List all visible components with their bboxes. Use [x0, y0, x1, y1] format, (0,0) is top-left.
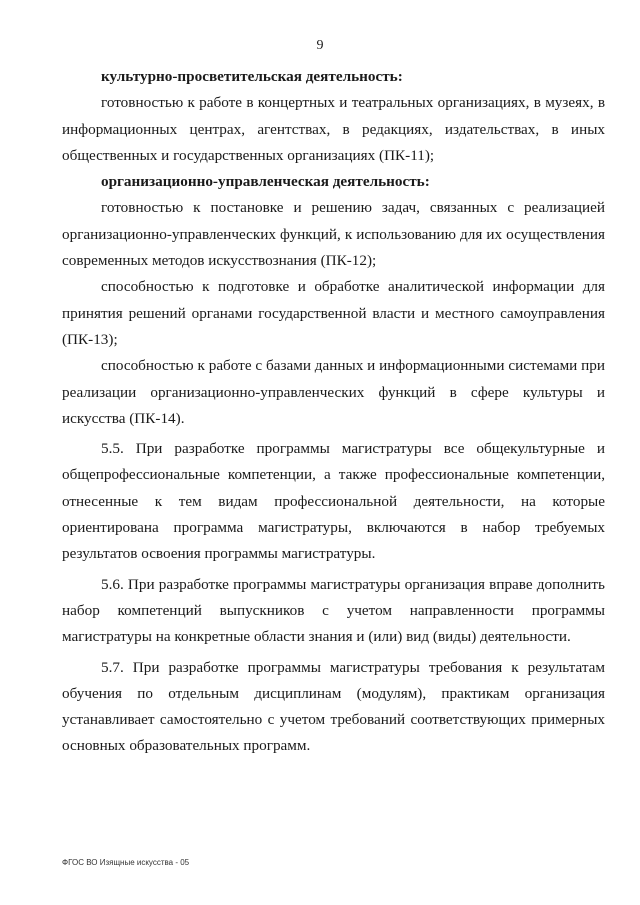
- section-heading-cultural: культурно-просветительская деятельность:: [101, 68, 403, 85]
- paragraph-pk-13: способностью к подготовке и обработке аналитической информации для принятия решений органами государственной власти и местного самоуправления (ПК-13);: [62, 278, 605, 348]
- paragraph-5-5: 5.5. При разработке программы магистратуры все общекультурные и общепрофессиональные компетенции, а также профессиональные компетенции, отнесенные к тем видам профессиональной деятельности, на которые ориентирована программа магистратуры, включаются в набор требуемых результатов освоения программы магистратуры.: [62, 440, 605, 563]
- paragraph-pk-12: готовностью к постановке и решению задач, связанных с реализацией организационно-управленческих функций, к использованию для их осуществления современных методов искусствознания (ПК-12);: [62, 199, 605, 270]
- page-number: 9: [316, 38, 324, 53]
- paragraph-5-6: 5.6. При разработке программы магистратуры организация вправе дополнить набор компетенций выпускников с учетом направленности программы магистратуры на конкретные области знания и (или) вид (виды) деятельности.: [62, 575, 605, 646]
- paragraph-pk-11: готовностью к работе в концертных и театральных организациях, в музеях, в информационных центрах, агентствах, в редакциях, издательствах, в иных общественных и государственных организациях (ПК-11);: [62, 94, 605, 164]
- document-body: [62, 64, 605, 760]
- paragraph-pk-14: способностью к работе с базами данных и информационными системами при реализации организационно-управленческих функций в сфере культуры и искусства (ПК-14).: [62, 357, 605, 427]
- document-footer: ФГОС ВО Изящные искусства - 05: [62, 858, 190, 867]
- paragraph-5-7: 5.7. При разработке программы магистратуры требования к результатам обучения по отдельным дисциплинам (модулям), практикам организация устанавливает самостоятельно с учетом требований соответствующих примерных основных образовательных программ.: [62, 658, 605, 755]
- section-heading-organizational: организационно-управленческая деятельность:: [101, 173, 430, 191]
